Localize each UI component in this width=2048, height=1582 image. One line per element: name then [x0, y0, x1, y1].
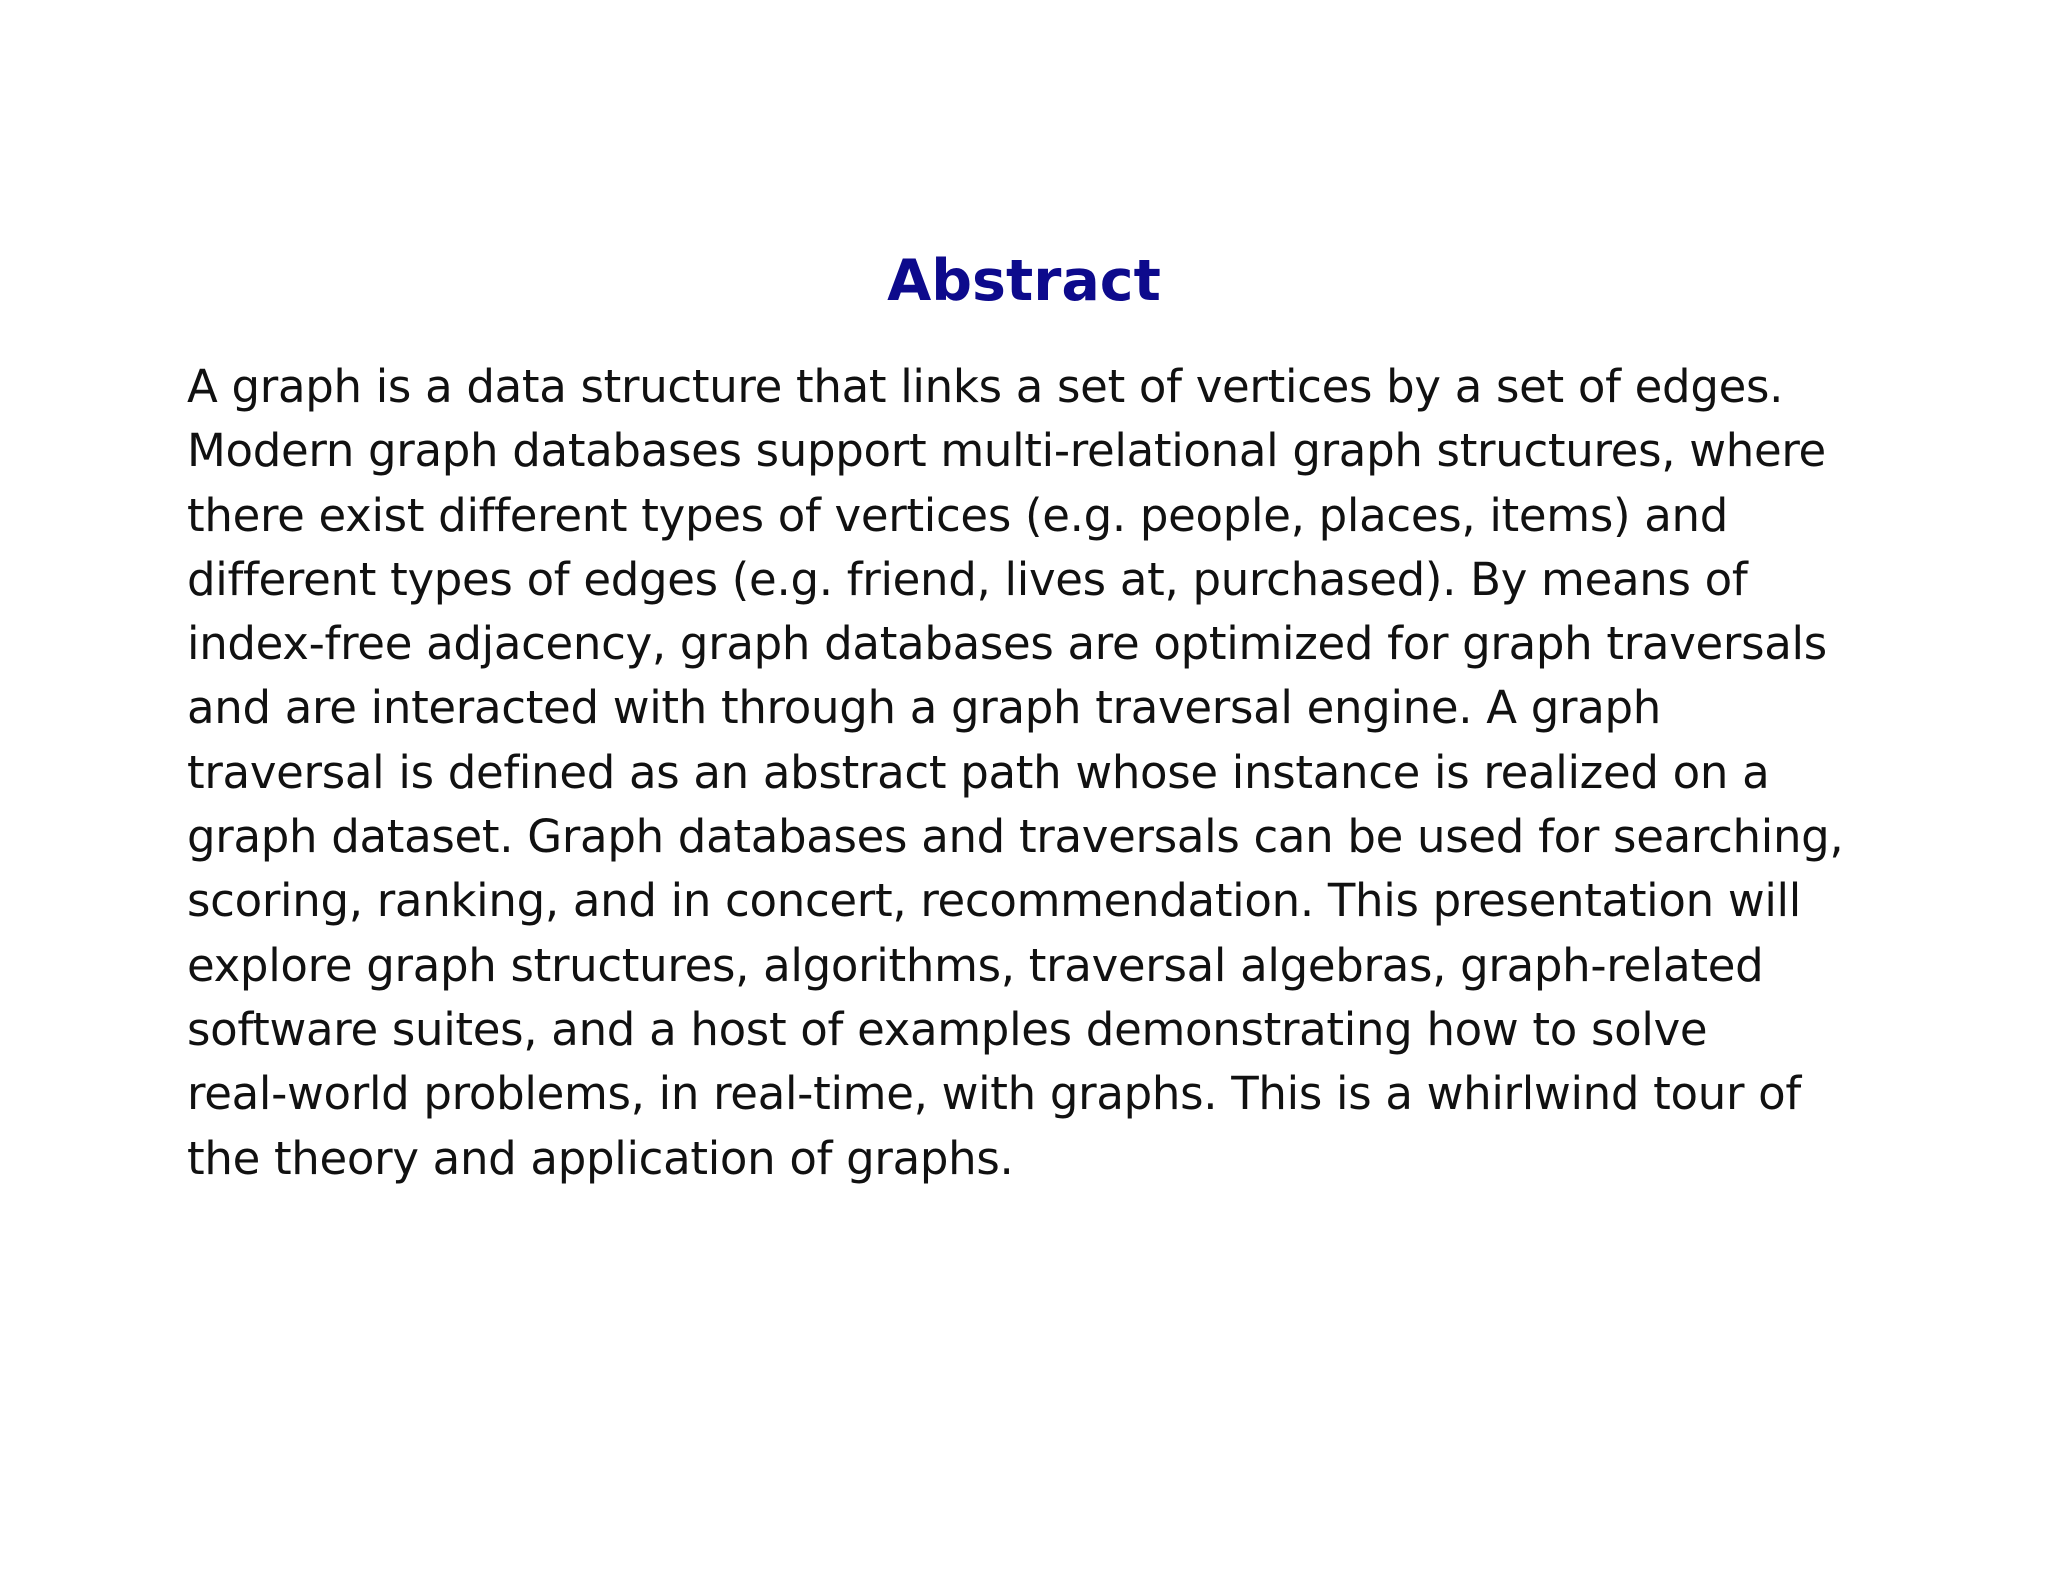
abstract-line: graph dataset. Graph databases and traversals can be used for searching,: [187, 810, 1844, 864]
abstract-line: real-world problems, in real-time, with graphs. This is a whirlwind tour of: [187, 1067, 1801, 1121]
abstract-line: and are interacted with through a graph traversal engine. A graph: [187, 681, 1661, 735]
abstract-line: software suites, and a host of examples demonstrating how to solve: [187, 1002, 1708, 1056]
abstract-line: traversal is defined as an abstract path whose instance is realized on a: [187, 745, 1770, 799]
abstract-line: the theory and application of graphs.: [187, 1131, 1014, 1185]
abstract-line: A graph is a data structure that links a set of vertices by a set of edges.: [187, 360, 1784, 413]
abstract-title: Abstract: [887, 248, 1161, 314]
abstract-line: scoring, ranking, and in concert, recommendation. This presentation will: [187, 874, 1801, 928]
abstract-line: there exist different types of vertices (e.g. people, places, items) and: [187, 488, 1728, 542]
abstract-line: explore graph structures, algorithms, traversal algebras, graph-related: [187, 938, 1764, 992]
abstract-line: index-free adjacency, graph databases are optimized for graph traversals: [187, 617, 1827, 671]
abstract-line: Modern graph databases support multi-relational graph structures, where: [187, 424, 1826, 478]
abstract-body: [187, 355, 1907, 1191]
abstract-line: different types of edges (e.g. friend, lives at, purchased). By means of: [187, 552, 1748, 606]
